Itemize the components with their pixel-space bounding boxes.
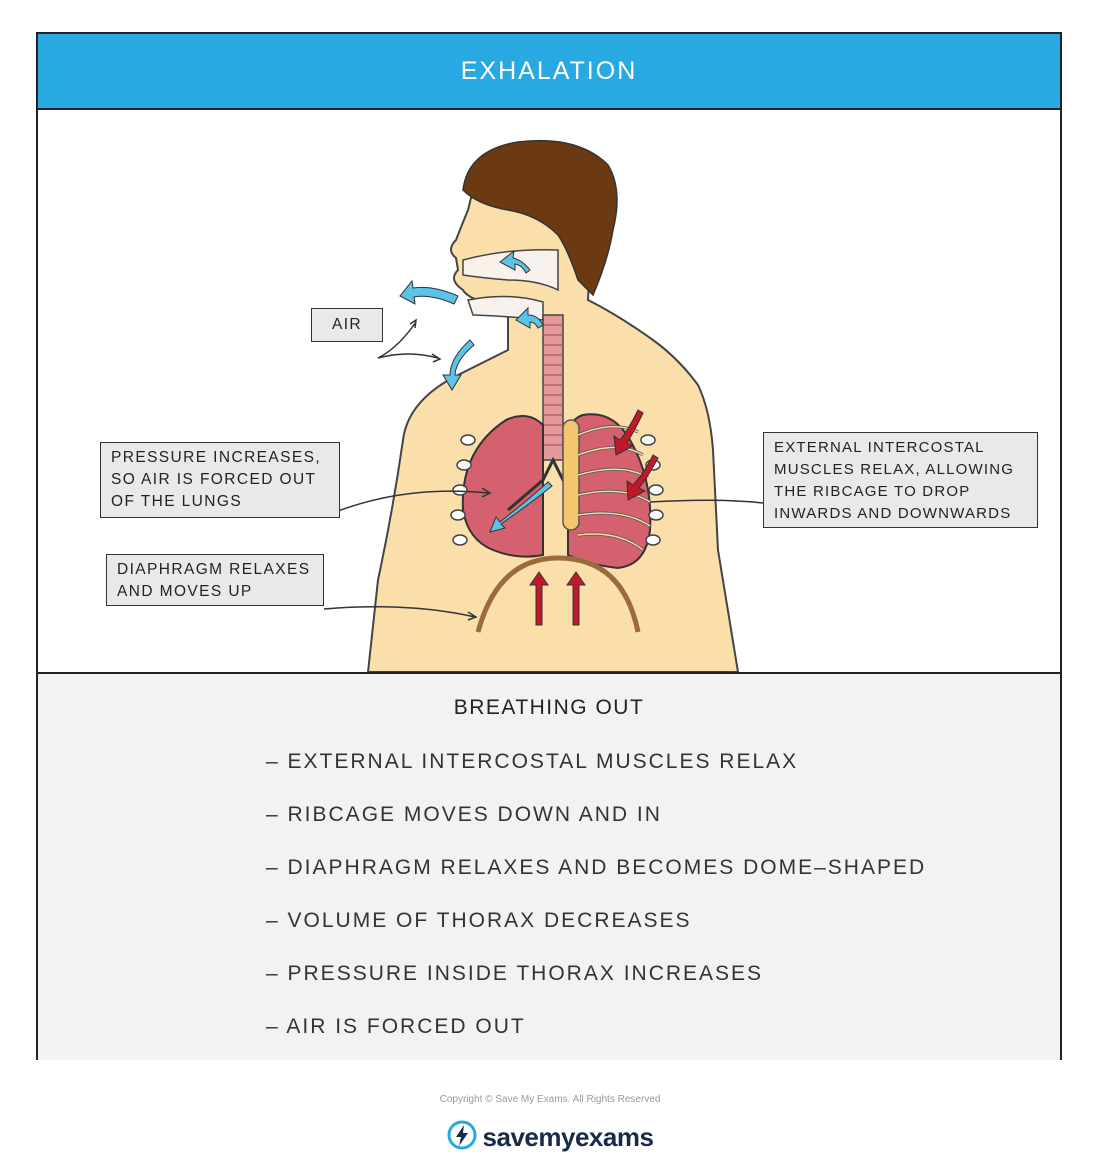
- lightning-icon: [447, 1120, 477, 1155]
- intercostal-label-line2: MUSCLES RELAX, ALLOWING: [774, 461, 1015, 478]
- sternum: [563, 420, 579, 530]
- diaphragm-label-line1: DIAPHRAGM RELAXES: [117, 561, 311, 578]
- trachea: [543, 315, 563, 460]
- notes-list: [266, 750, 926, 1068]
- pressure-label-line1: PRESSURE INCREASES,: [111, 449, 322, 466]
- pressure-label-line2: SO AIR IS FORCED OUT: [111, 471, 317, 488]
- copyright-text: Copyright © Save My Exams. All Rights Reserved: [439, 1094, 661, 1105]
- anatomy-diagram: [38, 110, 1060, 672]
- intercostal-label-line3: THE RIBCAGE TO DROP: [774, 483, 971, 500]
- air-label-text: AIR: [331, 316, 363, 333]
- intercostal-label-line1: EXTERNAL INTERCOSTAL: [774, 439, 985, 456]
- brand-name: savemyexams: [482, 1122, 654, 1152]
- diaphragm-label: [106, 554, 324, 606]
- list-item: – RIBCAGE MOVES DOWN AND IN: [266, 803, 662, 826]
- list-item: – VOLUME OF THORAX DECREASES: [266, 909, 692, 932]
- notes-panel: [38, 672, 1060, 1060]
- list-item: – PRESSURE INSIDE THORAX INCREASES: [266, 962, 764, 985]
- page-title: EXHALATION: [460, 56, 638, 85]
- diaphragm-label-line2: AND MOVES UP: [117, 583, 253, 600]
- intercostal-label-line4: INWARDS AND DOWNWARDS: [774, 505, 1012, 522]
- notes-title: BREATHING OUT: [453, 696, 645, 719]
- header-banner: [38, 34, 1060, 110]
- intercostal-label: [763, 432, 1038, 528]
- pressure-label-line3: OF THE LUNGS: [111, 493, 243, 510]
- list-item: – DIAPHRAGM RELAXES AND BECOMES DOME–SHAPED: [266, 856, 927, 879]
- pressure-label: [100, 442, 340, 518]
- brand-logo[interactable]: [0, 1120, 1100, 1155]
- diagram-frame: [36, 32, 1062, 1060]
- air-label: [311, 308, 383, 342]
- list-item: – AIR IS FORCED OUT: [266, 1015, 526, 1038]
- list-item: – EXTERNAL INTERCOSTAL MUSCLES RELAX: [266, 750, 799, 773]
